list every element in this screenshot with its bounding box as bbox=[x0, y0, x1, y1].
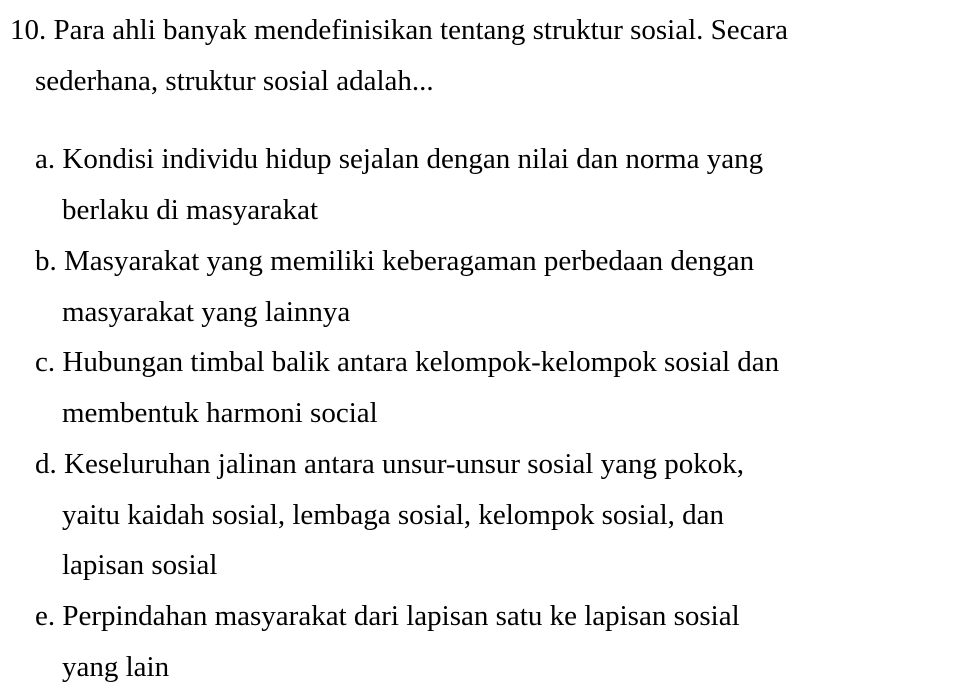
question-text-line-1: 10. Para ahli banyak mendefinisikan tentang struktur sosial. Secara bbox=[10, 14, 788, 46]
option-c-text-line-1: c. Hubungan timbal balik antara kelompok-kelompok sosial dan bbox=[35, 346, 780, 378]
option-e-text-line-2: yang lain bbox=[62, 651, 170, 683]
option-b-text-line-1: b. Masyarakat yang memiliki keberagaman perbedaan dengan bbox=[35, 245, 755, 277]
option-d-text-line-3: lapisan sosial bbox=[62, 549, 218, 581]
option-a-text-line-2: berlaku di masyarakat bbox=[62, 194, 319, 226]
option-d-text-line-1: d. Keseluruhan jalinan antara unsur-unsur sosial yang pokok, bbox=[35, 448, 744, 480]
option-e-text-line-1: e. Perpindahan masyarakat dari lapisan satu ke lapisan sosial bbox=[35, 600, 740, 632]
option-b-text-line-2: masyarakat yang lainnya bbox=[62, 296, 351, 328]
option-a-text-line-1: a. Kondisi individu hidup sejalan dengan nilai dan norma yang bbox=[35, 143, 764, 175]
question-text-line-2: sederhana, struktur sosial adalah... bbox=[35, 65, 434, 97]
option-d-text-line-2: yaitu kaidah sosial, lembaga sosial, kelompok sosial, dan bbox=[62, 499, 725, 531]
option-c-text-line-2: membentuk harmoni social bbox=[62, 397, 378, 429]
